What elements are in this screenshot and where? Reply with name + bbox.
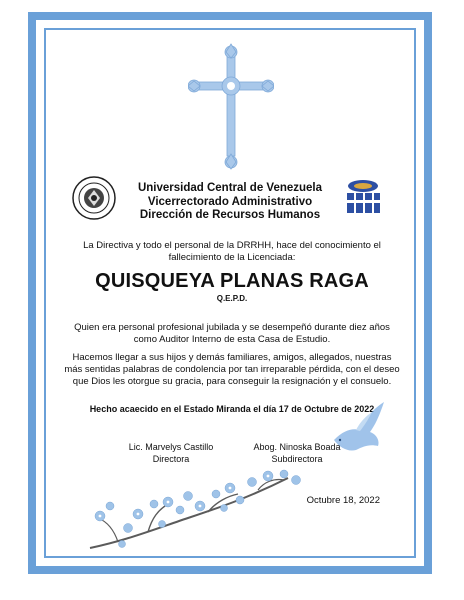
career-line-1: Quien era personal profesional jubilada y se desempeñó durante diez años xyxy=(74,322,390,333)
career-line-2: como Auditor Interno de esta Casa de Estudio. xyxy=(133,334,331,345)
condolence-line-2: más sentidas palabras de condolencia por tan irreparable pérdida, con el deseo xyxy=(64,364,400,375)
signature-subdirectora xyxy=(232,441,362,465)
signature-name: Lic. Marvelys Castillo xyxy=(128,442,214,452)
condolence-line-3: que Dios les otorgue su gracia, para conseguir la resignación y el consuelo. xyxy=(72,376,392,387)
ucv-seal-icon xyxy=(72,176,116,220)
header-line-3: Dirección de Recursos Humanos xyxy=(139,209,321,221)
signature-directora xyxy=(112,441,230,465)
event-line: Hecho acaecido en el Estado Miranda el día 17 de Octubre de 2022 xyxy=(89,404,375,414)
condolence-paragraph xyxy=(62,352,402,388)
ornate-cross-icon xyxy=(188,42,274,170)
institution-header xyxy=(120,182,340,223)
rrhh-logo-icon xyxy=(344,178,382,216)
document-date: Octubre 18, 2022 xyxy=(306,495,380,506)
deceased-name: QUISQUEYA PLANAS RAGA xyxy=(95,270,369,292)
intro-text xyxy=(80,240,384,264)
header-line-1: Universidad Central de Venezuela xyxy=(137,182,323,194)
condolence-line-1: Hacemos llegar a sus hijos y demás familiares, amigos, allegados, nuestras xyxy=(72,352,392,363)
career-paragraph xyxy=(74,322,390,346)
signature-title: Subdirectora xyxy=(271,454,323,464)
signature-name: Abog. Ninoska Boada xyxy=(253,442,341,452)
signature-title: Directora xyxy=(152,454,190,464)
intro-line-2: fallecimiento de la Licenciada: xyxy=(168,252,296,263)
header-line-2: Vicerrectorado Administrativo xyxy=(147,195,313,208)
qepd-label: Q.E.P.D. xyxy=(216,294,248,303)
intro-line-1: La Directiva y todo el personal de la DRRHH, hace del conocimiento el xyxy=(83,240,381,251)
